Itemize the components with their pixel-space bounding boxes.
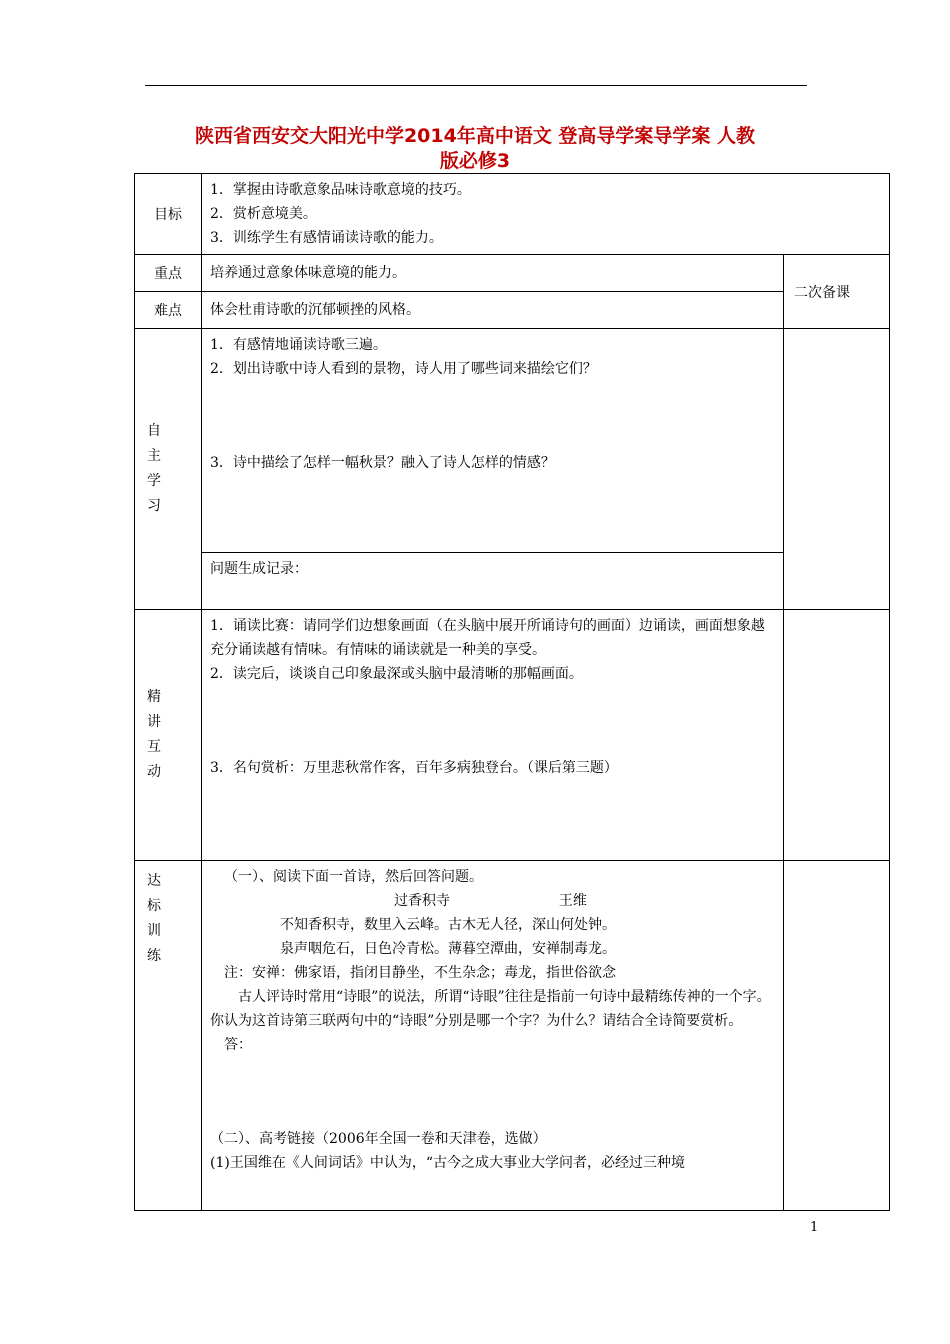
title-line-2: 版必修3 — [439, 150, 511, 172]
label-practice — [135, 861, 202, 1211]
answer-label: 答： — [224, 1037, 252, 1053]
label-practice-char-4: 练 — [147, 948, 161, 964]
answer-space — [210, 381, 775, 451]
row-key-points — [135, 255, 890, 292]
header-rule — [145, 85, 807, 86]
second-prep-cell-practice — [784, 861, 890, 1211]
row-goals — [135, 174, 890, 255]
second-prep-cell-lecture — [784, 610, 890, 861]
label-goals: 目标 — [135, 174, 202, 255]
key-points-content — [202, 255, 784, 292]
poem-title: 过香积寺 — [394, 893, 450, 909]
self-study-item-1: 1．有感情地诵读诗歌三遍。 — [210, 337, 387, 353]
page-number: 1 — [810, 1220, 819, 1235]
difficulties-text: 体会杜甫诗歌的沉郁顿挫的风格。 — [210, 302, 420, 318]
label-self-study-char-4: 习 — [147, 498, 161, 514]
row-practice — [135, 861, 890, 1211]
practice-content — [202, 861, 784, 1211]
row-question-record — [135, 553, 890, 610]
label-interactive-lecture — [135, 610, 202, 861]
title-line-1: 陕西省西安交大阳光中学2014年高中语文 登高导学案导学案 人教 — [194, 125, 756, 147]
row-interactive-lecture — [135, 610, 890, 861]
second-prep-cell-self-study — [784, 329, 890, 610]
label-key-points: 重点 — [135, 255, 202, 292]
label-lecture-char-3: 互 — [147, 739, 161, 755]
goal-item-3: 3．训练学生有感情诵读诗歌的能力。 — [210, 230, 443, 246]
goal-item-2: 2．赏析意境美。 — [210, 206, 317, 222]
row-difficulties — [135, 292, 890, 329]
practice-part2-text: (1)王国维在《人间词话》中认为，“古今之成大事业大学问者，必经过三种境 — [210, 1155, 685, 1171]
label-practice-char-2: 标 — [147, 898, 161, 914]
poem-note: 注：安禅：佛家语，指闭目静坐，不生杂念；毒龙，指世俗欲念 — [224, 965, 616, 981]
label-self-study — [135, 329, 202, 610]
self-study-item-2: 2．划出诗歌中诗人看到的景物，诗人用了哪些词来描绘它们？ — [210, 361, 597, 377]
poem-question: 古人评诗时常用“诗眼”的说法，所谓“诗眼”往往是指前一句诗中最精练传神的一个字。你认为这首诗第三联两句中的“诗眼”分别是哪一个字？为什么？请结合全诗简要赏析。 — [210, 989, 771, 1029]
practice-part1-heading: （一）、阅读下面一首诗，然后回答问题。 — [224, 869, 483, 885]
label-practice-char-3: 训 — [147, 923, 161, 939]
lecture-content — [202, 610, 784, 861]
row-self-study — [135, 329, 890, 553]
question-record-content — [202, 553, 784, 610]
second-prep-label: 二次备课 — [784, 255, 890, 329]
lecture-item-1: 1．诵读比赛：请同学们边想象画面（在头脑中展开所诵诗句的画面）边诵读，画面想象越充分诵读越有情味。有情味的诵读就是一种美的享受。 — [210, 618, 765, 658]
self-study-content — [202, 329, 784, 553]
label-lecture-char-1: 精 — [147, 689, 161, 705]
goal-item-1: 1．掌握由诗歌意象品味诗歌意境的技巧。 — [210, 182, 471, 198]
practice-part2-heading: （二）、高考链接（2006年全国一卷和天津卷，选做） — [210, 1131, 547, 1147]
goals-content — [202, 174, 890, 255]
poem-line-2: 泉声咽危石，日色冷青松。薄暮空潭曲，安禅制毒龙。 — [280, 941, 616, 957]
label-difficulties: 难点 — [135, 292, 202, 329]
label-self-study-char-2: 主 — [147, 448, 161, 464]
self-study-item-3: 3．诗中描绘了怎样一幅秋景？融入了诗人怎样的情感？ — [210, 455, 555, 471]
lecture-answer-space — [210, 686, 775, 756]
lecture-item-2: 2．读完后，谈谈自己印象最深或头脑中最清晰的那幅画面。 — [210, 666, 583, 682]
difficulties-content — [202, 292, 784, 329]
label-practice-char-1: 达 — [147, 873, 161, 889]
label-self-study-char-1: 自 — [147, 423, 161, 439]
question-record-label: 问题生成记录： — [210, 561, 308, 577]
lesson-plan-table — [134, 173, 890, 1211]
key-points-text: 培养通过意象体味意境的能力。 — [210, 265, 406, 281]
label-lecture-char-2: 讲 — [147, 714, 161, 730]
practice-answer-space — [210, 1057, 775, 1127]
lecture-item-3: 3．名句赏析：万里悲秋常作客，百年多病独登台。（课后第三题） — [210, 760, 618, 776]
poem-author: 王维 — [558, 893, 587, 909]
label-self-study-char-3: 学 — [147, 473, 161, 489]
poem-line-1: 不知香积寺，数里入云峰。古木无人径，深山何处钟。 — [280, 917, 616, 933]
document-title — [130, 124, 820, 174]
label-lecture-char-4: 动 — [147, 764, 161, 780]
poem-title-line — [210, 889, 775, 913]
